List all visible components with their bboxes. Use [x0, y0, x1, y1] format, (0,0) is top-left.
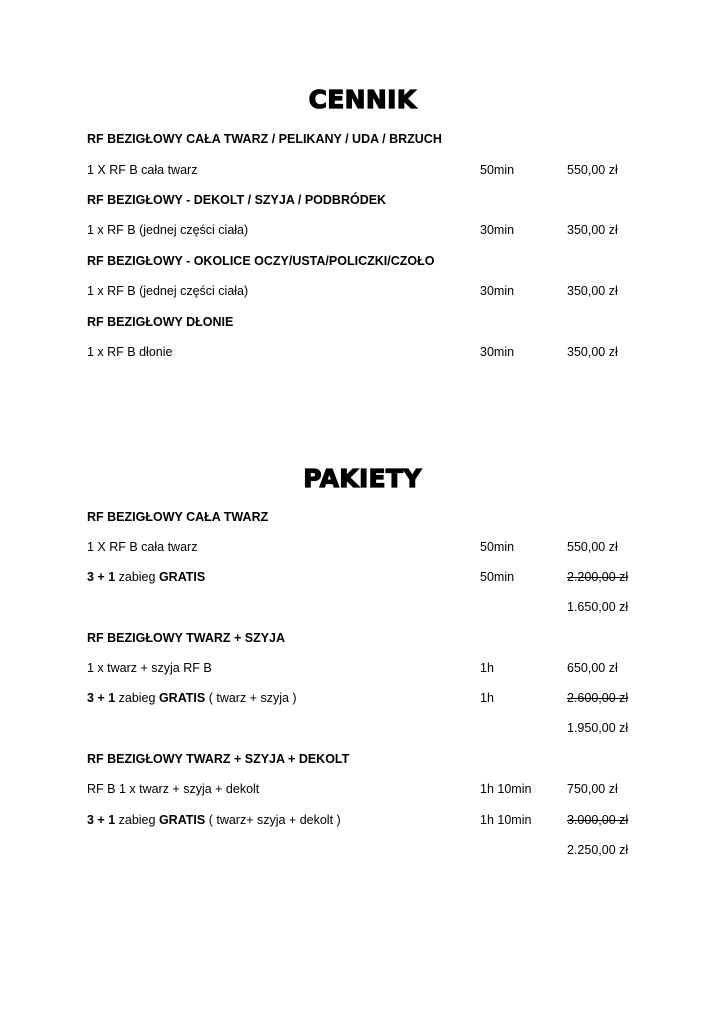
cennik-item-row — [0, 160, 725, 180]
service-name: 1 x twarz + szyja RF B — [87, 661, 212, 675]
cennik-group-3-heading-row — [0, 251, 725, 271]
promo-gratis: GRATIS — [158, 570, 206, 584]
promo-gratis: GRATIS — [158, 691, 206, 705]
promo-gratis: GRATIS — [158, 813, 206, 827]
promo-duration: 1h — [480, 691, 494, 705]
service-price: 650,00 zł — [567, 661, 618, 675]
package-total-row — [0, 718, 725, 738]
service-price: 550,00 zł — [567, 163, 618, 177]
service-price: 350,00 zł — [567, 284, 618, 298]
service-duration: 30min — [480, 223, 515, 237]
service-price: 550,00 zł — [567, 540, 618, 554]
service-price: 350,00 zł — [567, 345, 618, 359]
promo-duration: 1h 10min — [480, 813, 532, 827]
cennik-group-heading: RF BEZIGŁOWY - OKOLICE OCZY/USTA/POLICZKI/CZOŁO — [87, 254, 435, 268]
package-promo-row — [0, 688, 725, 708]
cennik-group-heading: RF BEZIGŁOWY CAŁA TWARZ / PELIKANY / UDA / BRZUCH — [87, 132, 442, 146]
promo-text: zabieg — [115, 691, 159, 705]
cennik-title: CENNIK — [308, 85, 417, 114]
service-duration: 1h — [480, 661, 494, 675]
cennik-group-heading: RF BEZIGŁOWY - DEKOLT / SZYJA / PODBRÓDEK — [87, 193, 387, 207]
service-duration: 50min — [480, 540, 515, 554]
service-name: 1 x RF B dłonie — [87, 345, 173, 359]
cennik-item-row — [0, 342, 725, 362]
service-duration: 50min — [480, 163, 515, 177]
promo-duration: 50min — [480, 570, 515, 584]
package-promo-row — [0, 567, 725, 587]
service-name: 1 X RF B cała twarz — [87, 163, 198, 177]
package-single-row — [0, 658, 725, 678]
promo-description — [87, 567, 205, 587]
package-heading: RF BEZIGŁOWY TWARZ + SZYJA — [87, 631, 286, 645]
package-heading: RF BEZIGŁOWY TWARZ + SZYJA + DEKOLT — [87, 752, 350, 766]
package-price: 1.650,00 zł — [567, 600, 629, 614]
promo-count: 3 + 1 — [87, 570, 116, 584]
package-heading-row — [0, 628, 725, 648]
package-heading-row — [0, 507, 725, 527]
promo-description — [87, 810, 341, 830]
cennik-group-2-heading-row — [0, 190, 725, 210]
service-name: 1 X RF B cała twarz — [87, 540, 198, 554]
package-heading: RF BEZIGŁOWY CAŁA TWARZ — [87, 510, 269, 524]
package-heading-row — [0, 749, 725, 769]
service-name: RF B 1 x twarz + szyja + dekolt — [87, 782, 260, 796]
service-duration: 1h 10min — [480, 782, 532, 796]
promo-text: zabieg — [115, 813, 159, 827]
service-duration: 30min — [480, 345, 515, 359]
promo-scope: ( twarz+ szyja + dekolt ) — [205, 813, 341, 827]
package-promo-row — [0, 810, 725, 830]
promo-scope: ( twarz + szyja ) — [205, 691, 297, 705]
pakiety-title: PAKIETY — [303, 464, 422, 493]
package-single-row — [0, 537, 725, 557]
package-price: 1.950,00 zł — [567, 721, 629, 735]
old-price: 2.600,00 zł — [567, 691, 629, 705]
old-price: 3.000,00 zł — [567, 813, 629, 827]
cennik-group-4-heading-row — [0, 312, 725, 332]
service-price: 750,00 zł — [567, 782, 618, 796]
cennik-item-row — [0, 220, 725, 240]
service-name: 1 x RF B (jednej części ciała) — [87, 223, 249, 237]
service-duration: 30min — [480, 284, 515, 298]
promo-count: 3 + 1 — [87, 813, 116, 827]
package-price: 2.250,00 zł — [567, 843, 629, 857]
old-price: 2.200,00 zł — [567, 570, 629, 584]
promo-text: zabieg — [115, 570, 159, 584]
promo-count: 3 + 1 — [87, 691, 116, 705]
cennik-group-heading: RF BEZIGŁOWY DŁONIE — [87, 315, 234, 329]
service-name: 1 x RF B (jednej części ciała) — [87, 284, 249, 298]
cennik-group-1-heading-row — [0, 129, 725, 149]
package-total-row — [0, 840, 725, 860]
cennik-item-row — [0, 281, 725, 301]
service-price: 350,00 zł — [567, 223, 618, 237]
promo-description — [87, 688, 297, 708]
package-total-row — [0, 597, 725, 617]
package-single-row — [0, 779, 725, 799]
